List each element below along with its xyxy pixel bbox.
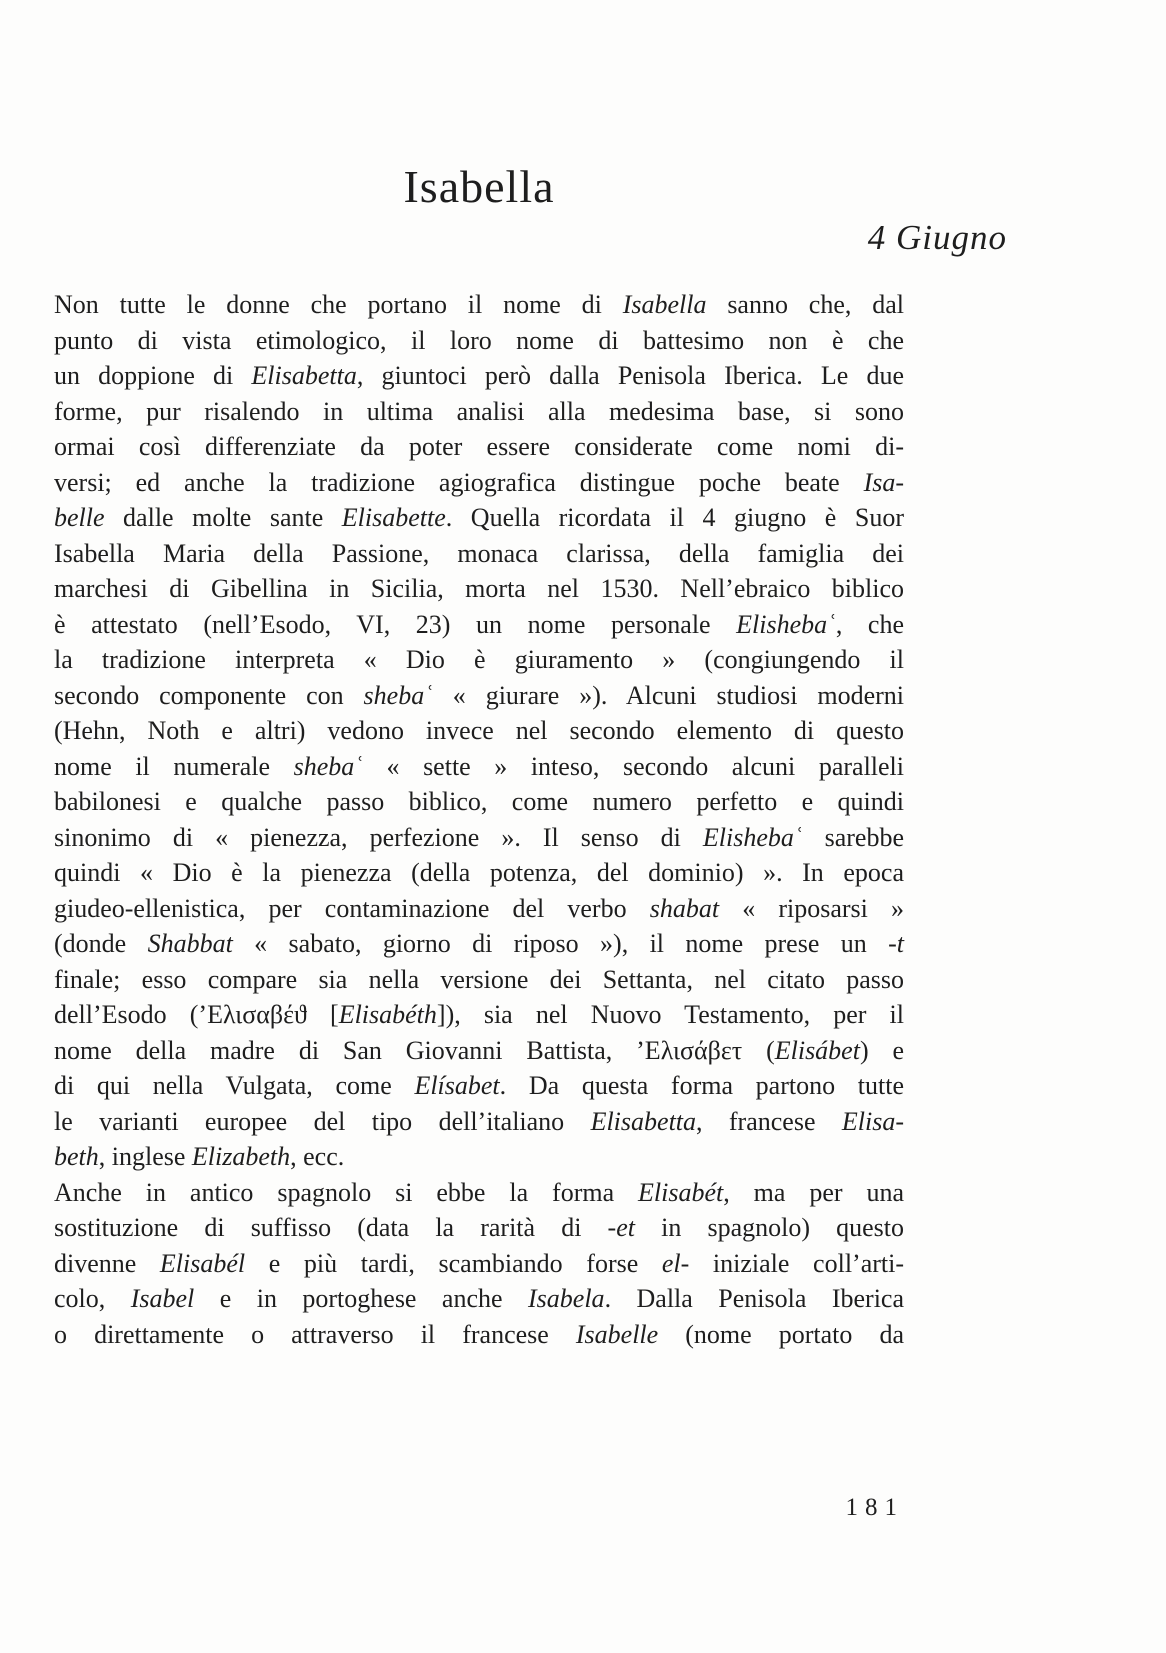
- text-line: beth, inglese Elizabeth, ecc.: [54, 1142, 345, 1171]
- text-line: belle dalle molte sante Elisabette. Quella ricordata il 4 giugno è Suor: [54, 503, 904, 532]
- text-line: quindi « Dio è la pienezza (della potenza, del dominio) ». In epoca: [54, 858, 904, 887]
- text-line: le varianti europee del tipo dell’italiano Elisabetta, francese Elisa-: [54, 1106, 904, 1136]
- text-line: forme, pur risalendo in ultima analisi alla medesima base, si sono: [54, 396, 904, 426]
- page-title: Isabella: [403, 161, 555, 212]
- text-line: o direttamente o attraverso il francese Isabelle (nome portato da: [54, 1319, 905, 1349]
- text-line: è attestato (nell’Esodo, VI, 23) un nome personale Elishebaʿ, che: [54, 609, 904, 639]
- text-line: ormai così differenziate da poter essere considerate come nomi di-: [54, 432, 904, 461]
- text-line: nome della madre di San Giovanni Battista, ’Ελισάβετ (Elisábet) e: [54, 1035, 905, 1065]
- text-line: versi; ed anche la tradizione agiografica distingue poche beate Isa-: [54, 467, 904, 497]
- text-line: divenne Elisabél e più tardi, scambiando forse el- iniziale coll’arti-: [54, 1248, 904, 1278]
- text-line: sostituzione di suffisso (data la rarità di -et in spagnolo) questo: [54, 1213, 904, 1242]
- text-line: marchesi di Gibellina in Sicilia, morta nel 1530. Nell’ebraico biblico: [54, 574, 904, 603]
- text-line: (donde Shabbat « sabato, giorno di riposo »), il nome prese un -t: [54, 929, 904, 958]
- date-heading: 4 Giugno: [867, 218, 1007, 257]
- text-line: finale; esso compare sia nella versione dei Settanta, nel citato passo: [54, 964, 904, 994]
- text-line: Isabella Maria della Passione, monaca clarissa, della famiglia dei: [54, 538, 904, 568]
- text-line: colo, Isabel e in portoghese anche Isabela. Dalla Penisola Iberica: [54, 1284, 904, 1313]
- text-line: secondo componente con shebaʿ « giurare »). Alcuni studiosi moderni: [54, 680, 904, 710]
- text-line: la tradizione interpreta « Dio è giuramento » (congiungendo il: [54, 645, 904, 674]
- text-line: giudeo-ellenistica, per contaminazione del verbo shabat « riposarsi »: [54, 893, 904, 923]
- body-text: [54, 287, 904, 1352]
- text-line: un doppione di Elisabetta, giuntoci però dalla Penisola Iberica. Le due: [54, 361, 904, 390]
- text-line: sinonimo di « pienezza, perfezione ». Il senso di Elishebaʿ sarebbe: [54, 822, 904, 852]
- page-number: 181: [845, 1494, 904, 1521]
- text-line: di qui nella Vulgata, come Elísabet. Da questa forma partono tutte: [54, 1071, 904, 1100]
- text-line: punto di vista etimologico, il loro nome di battesimo non è che: [54, 325, 904, 355]
- text-line: nome il numerale shebaʿ « sette » inteso, secondo alcuni paralleli: [54, 751, 905, 781]
- text-line: (Hehn, Noth e altri) vedono invece nel secondo elemento di questo: [54, 716, 904, 745]
- text-line: dell’Esodo (’Ελισαβέϑ [Elisabéth]), sia nel Nuovo Testamento, per il: [54, 1000, 904, 1029]
- text-line: Non tutte le donne che portano il nome di Isabella sanno che, dal: [54, 290, 904, 319]
- text-line: Anche in antico spagnolo si ebbe la forma Elisabét, ma per una: [54, 1177, 904, 1207]
- text-line: babilonesi e qualche passo biblico, come numero perfetto e quindi: [54, 787, 904, 816]
